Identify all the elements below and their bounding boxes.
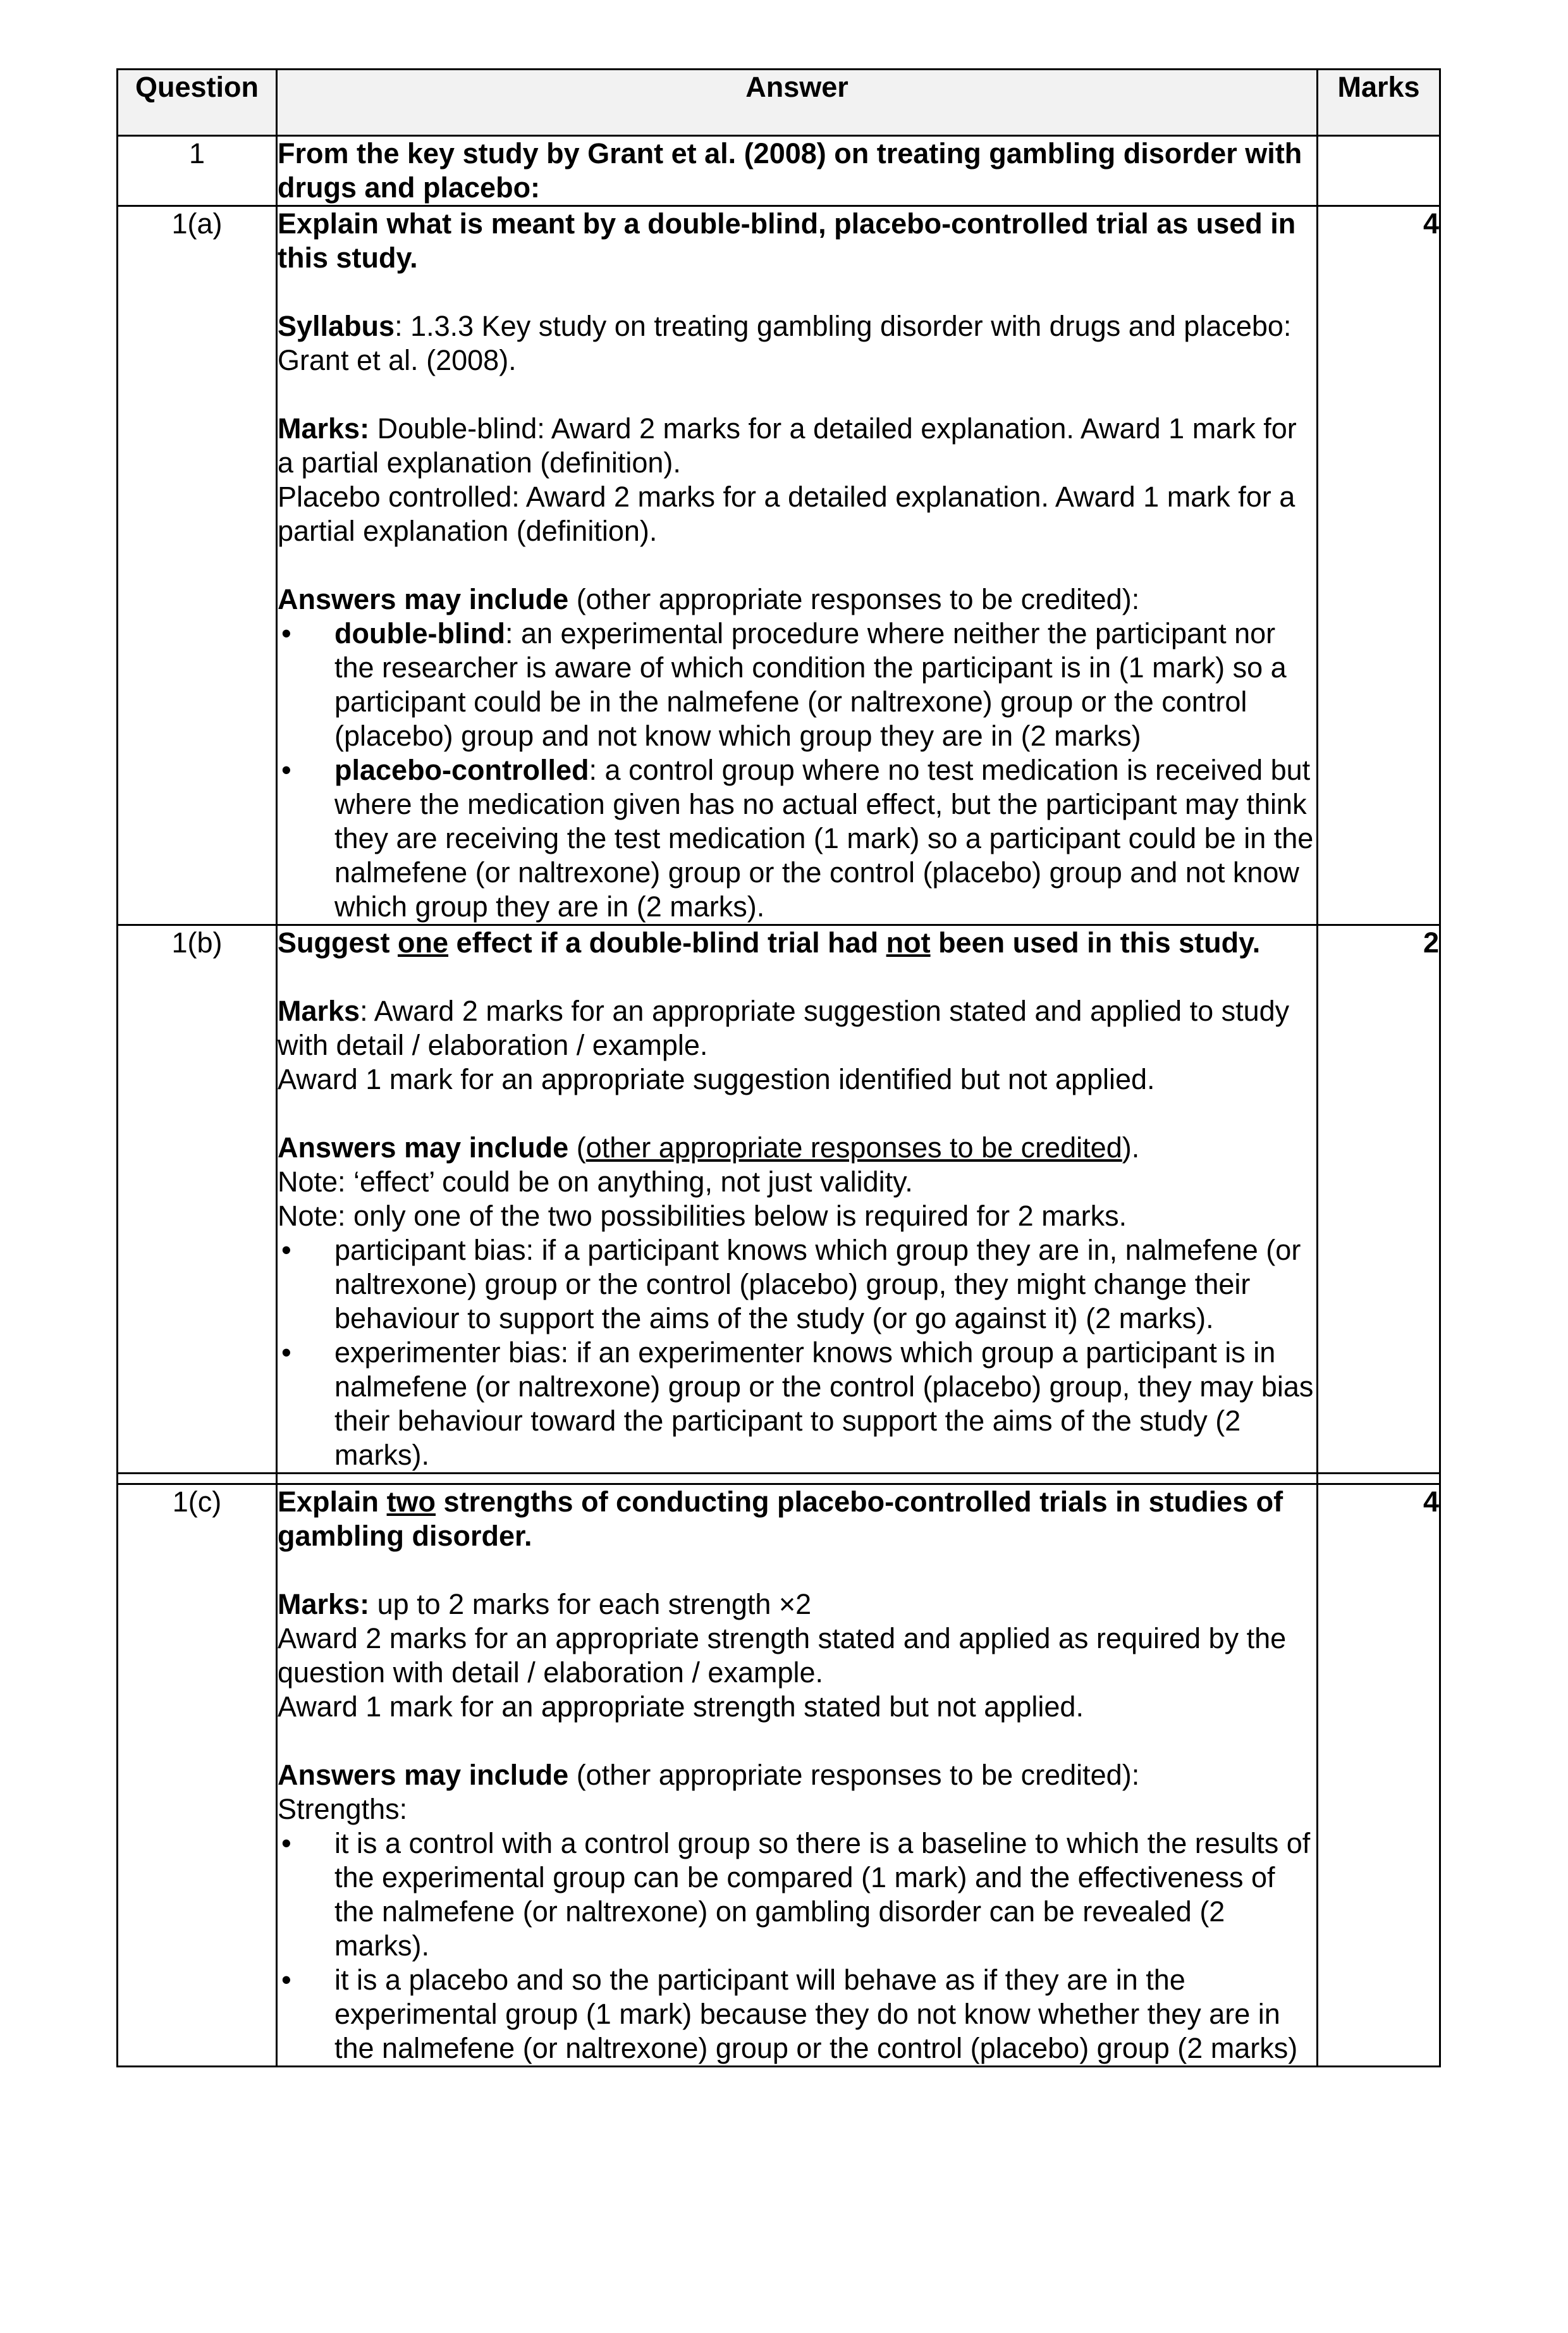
list-item: • experimenter bias: if an experimenter knows which group a participant is in nalmefene (or naltrexone) group or the control (placebo) group, they may bias their behaviour toward the participant to support the aims of the study (2 marks).	[278, 1336, 1316, 1472]
table-row-q1c	[118, 1484, 1440, 2067]
syllabus-line	[278, 309, 1316, 378]
marks-guidance	[278, 1587, 1316, 1724]
answers-may-include: Answers may include (other appropriate responses to be credited). Note: ‘effect’ could be on anything, not just validity. Note: only one of the two possibilities below is required for 2 marks. • participant bias: if a participant knows which group they are in, nalmefene (or naltrexone) group or the control (placebo) group, they might change their behaviour to support the aims of the study (or go against it) (2 marks). • experimenter bias: if an experimenter knows which group a participant is in nalmefene (or naltrexone) group or the control (placebo) group, they may bias their behaviour toward the participant to support the aims of the study (2 marks).	[278, 1131, 1316, 1472]
header-marks: Marks	[1318, 70, 1440, 136]
bullet-list	[278, 1826, 1316, 2065]
ami-text: (other appropriate responses to be credited):	[568, 583, 1140, 615]
syllabus-label: Syllabus	[278, 310, 395, 342]
header-answer: Answer	[277, 70, 1318, 136]
header-row	[118, 70, 1440, 136]
table-row-divider	[118, 1474, 1440, 1484]
question-number: 1(b)	[118, 925, 277, 1474]
header-question: Question	[118, 70, 277, 136]
note: Note: only one of the two possibilities below is required for 2 marks.	[278, 1200, 1127, 1232]
bullet-text: : a control group where no test medication is received but where the medication given has no actual effect, but the participant may think they are receiving the test medication (1 mark) so a participant could be in the nalmefene (or naltrexone) group or the control (placebo) group and not know which group they are in (2 marks).	[334, 754, 1314, 923]
marks-label: Marks:	[278, 1588, 370, 1620]
marks-cell: 4	[1318, 206, 1440, 925]
marks-cell	[1318, 136, 1440, 206]
bullet-list	[278, 617, 1316, 924]
marks-guidance	[278, 412, 1316, 548]
marks-text: Award 1 mark for an appropriate suggestion identified but not applied.	[278, 1063, 1155, 1095]
list-item: • participant bias: if a participant knows which group they are in, nalmefene (or naltrexone) group or the control (placebo) group, they might change their behaviour to support the aims of the study (or go against it) (2 marks).	[278, 1233, 1316, 1336]
marks-cell: 4	[1318, 1484, 1440, 2067]
list-item: • it is a placebo and so the participant will behave as if they are in the experimental group (1 mark) because they do not know whether they are in the nalmefene (or naltrexone) group or the control (placebo) group (2 marks)	[278, 1963, 1316, 2065]
marks-text: Double-blind: Award 2 marks for a detailed explanation. Award 1 mark for a partial explanation (definition).	[278, 412, 1297, 479]
question-number: 1(c)	[118, 1484, 277, 2067]
table-row-q1b	[118, 925, 1440, 1474]
bullet-list	[278, 1233, 1316, 1472]
ami-label: Answers may include	[278, 1759, 569, 1791]
question-number: 1	[118, 136, 277, 206]
marks-text: Placebo controlled: Award 2 marks for a detailed explanation. Award 1 mark for a partial explanation (definition).	[278, 481, 1295, 547]
marks-label: Marks:	[278, 412, 370, 445]
strengths-label: Strengths:	[278, 1793, 408, 1825]
answer-cell	[277, 1484, 1318, 2067]
marks-label: Marks	[278, 995, 360, 1027]
bullet-term: double-blind	[334, 617, 505, 649]
list-item	[278, 753, 1316, 924]
ami-label: Answers may include	[278, 1131, 569, 1164]
mark-scheme-table	[116, 68, 1441, 2067]
marks-cell: 2	[1318, 925, 1440, 1474]
ami-text: (other appropriate responses to be credited):	[568, 1759, 1140, 1791]
answers-may-include	[278, 1758, 1316, 2065]
table-row-q1	[118, 136, 1440, 206]
list-item	[278, 617, 1316, 753]
question-stem: From the key study by Grant et al. (2008) on treating gambling disorder with drugs and placebo:	[278, 137, 1302, 204]
ami-label: Answers may include	[278, 583, 569, 615]
marks-text: up to 2 marks for each strength ×2	[369, 1588, 812, 1620]
bullet-text: : an experimental procedure where neither the participant nor the researcher is aware of which condition the participant is in (1 mark) so a participant could be in the nalmefene (or naltrexone) group or the control (placebo) group and not know which group they are in (2 marks)	[334, 617, 1287, 752]
question-text: Explain two strengths of conducting placebo-controlled trials in studies of gambling disorder.	[278, 1486, 1283, 1552]
answers-may-include	[278, 582, 1316, 924]
note: Note: ‘effect’ could be on anything, not just validity.	[278, 1166, 913, 1198]
question-text: Suggest one effect if a double-blind trial had not been used in this study.	[278, 926, 1261, 959]
answer-cell	[277, 925, 1318, 1474]
marks-text: : Award 2 marks for an appropriate suggestion stated and applied to study with detail / elaboration / example.	[278, 995, 1290, 1061]
answer-cell	[277, 136, 1318, 206]
list-item: • it is a control with a control group so there is a baseline to which the results of the experimental group can be compared (1 mark) and the effectiveness of the nalmefene (or naltrexone) on gambling disorder can be revealed (2 marks).	[278, 1826, 1316, 1963]
answer-cell	[277, 206, 1318, 925]
syllabus-text: : 1.3.3 Key study on treating gambling disorder with drugs and placebo: Grant et al. (2008).	[278, 310, 1292, 376]
question-number: 1(a)	[118, 206, 277, 925]
marks-text: Award 1 mark for an appropriate strength stated but not applied.	[278, 1690, 1084, 1723]
marks-text: Award 2 marks for an appropriate strength stated and applied as required by the question with detail / elaboration / example.	[278, 1622, 1287, 1689]
table-row-q1a	[118, 206, 1440, 925]
bullet-term: placebo-controlled	[334, 754, 589, 786]
question-text: Explain what is meant by a double-blind, placebo-controlled trial as used in this study.	[278, 207, 1296, 274]
marks-guidance	[278, 994, 1316, 1097]
